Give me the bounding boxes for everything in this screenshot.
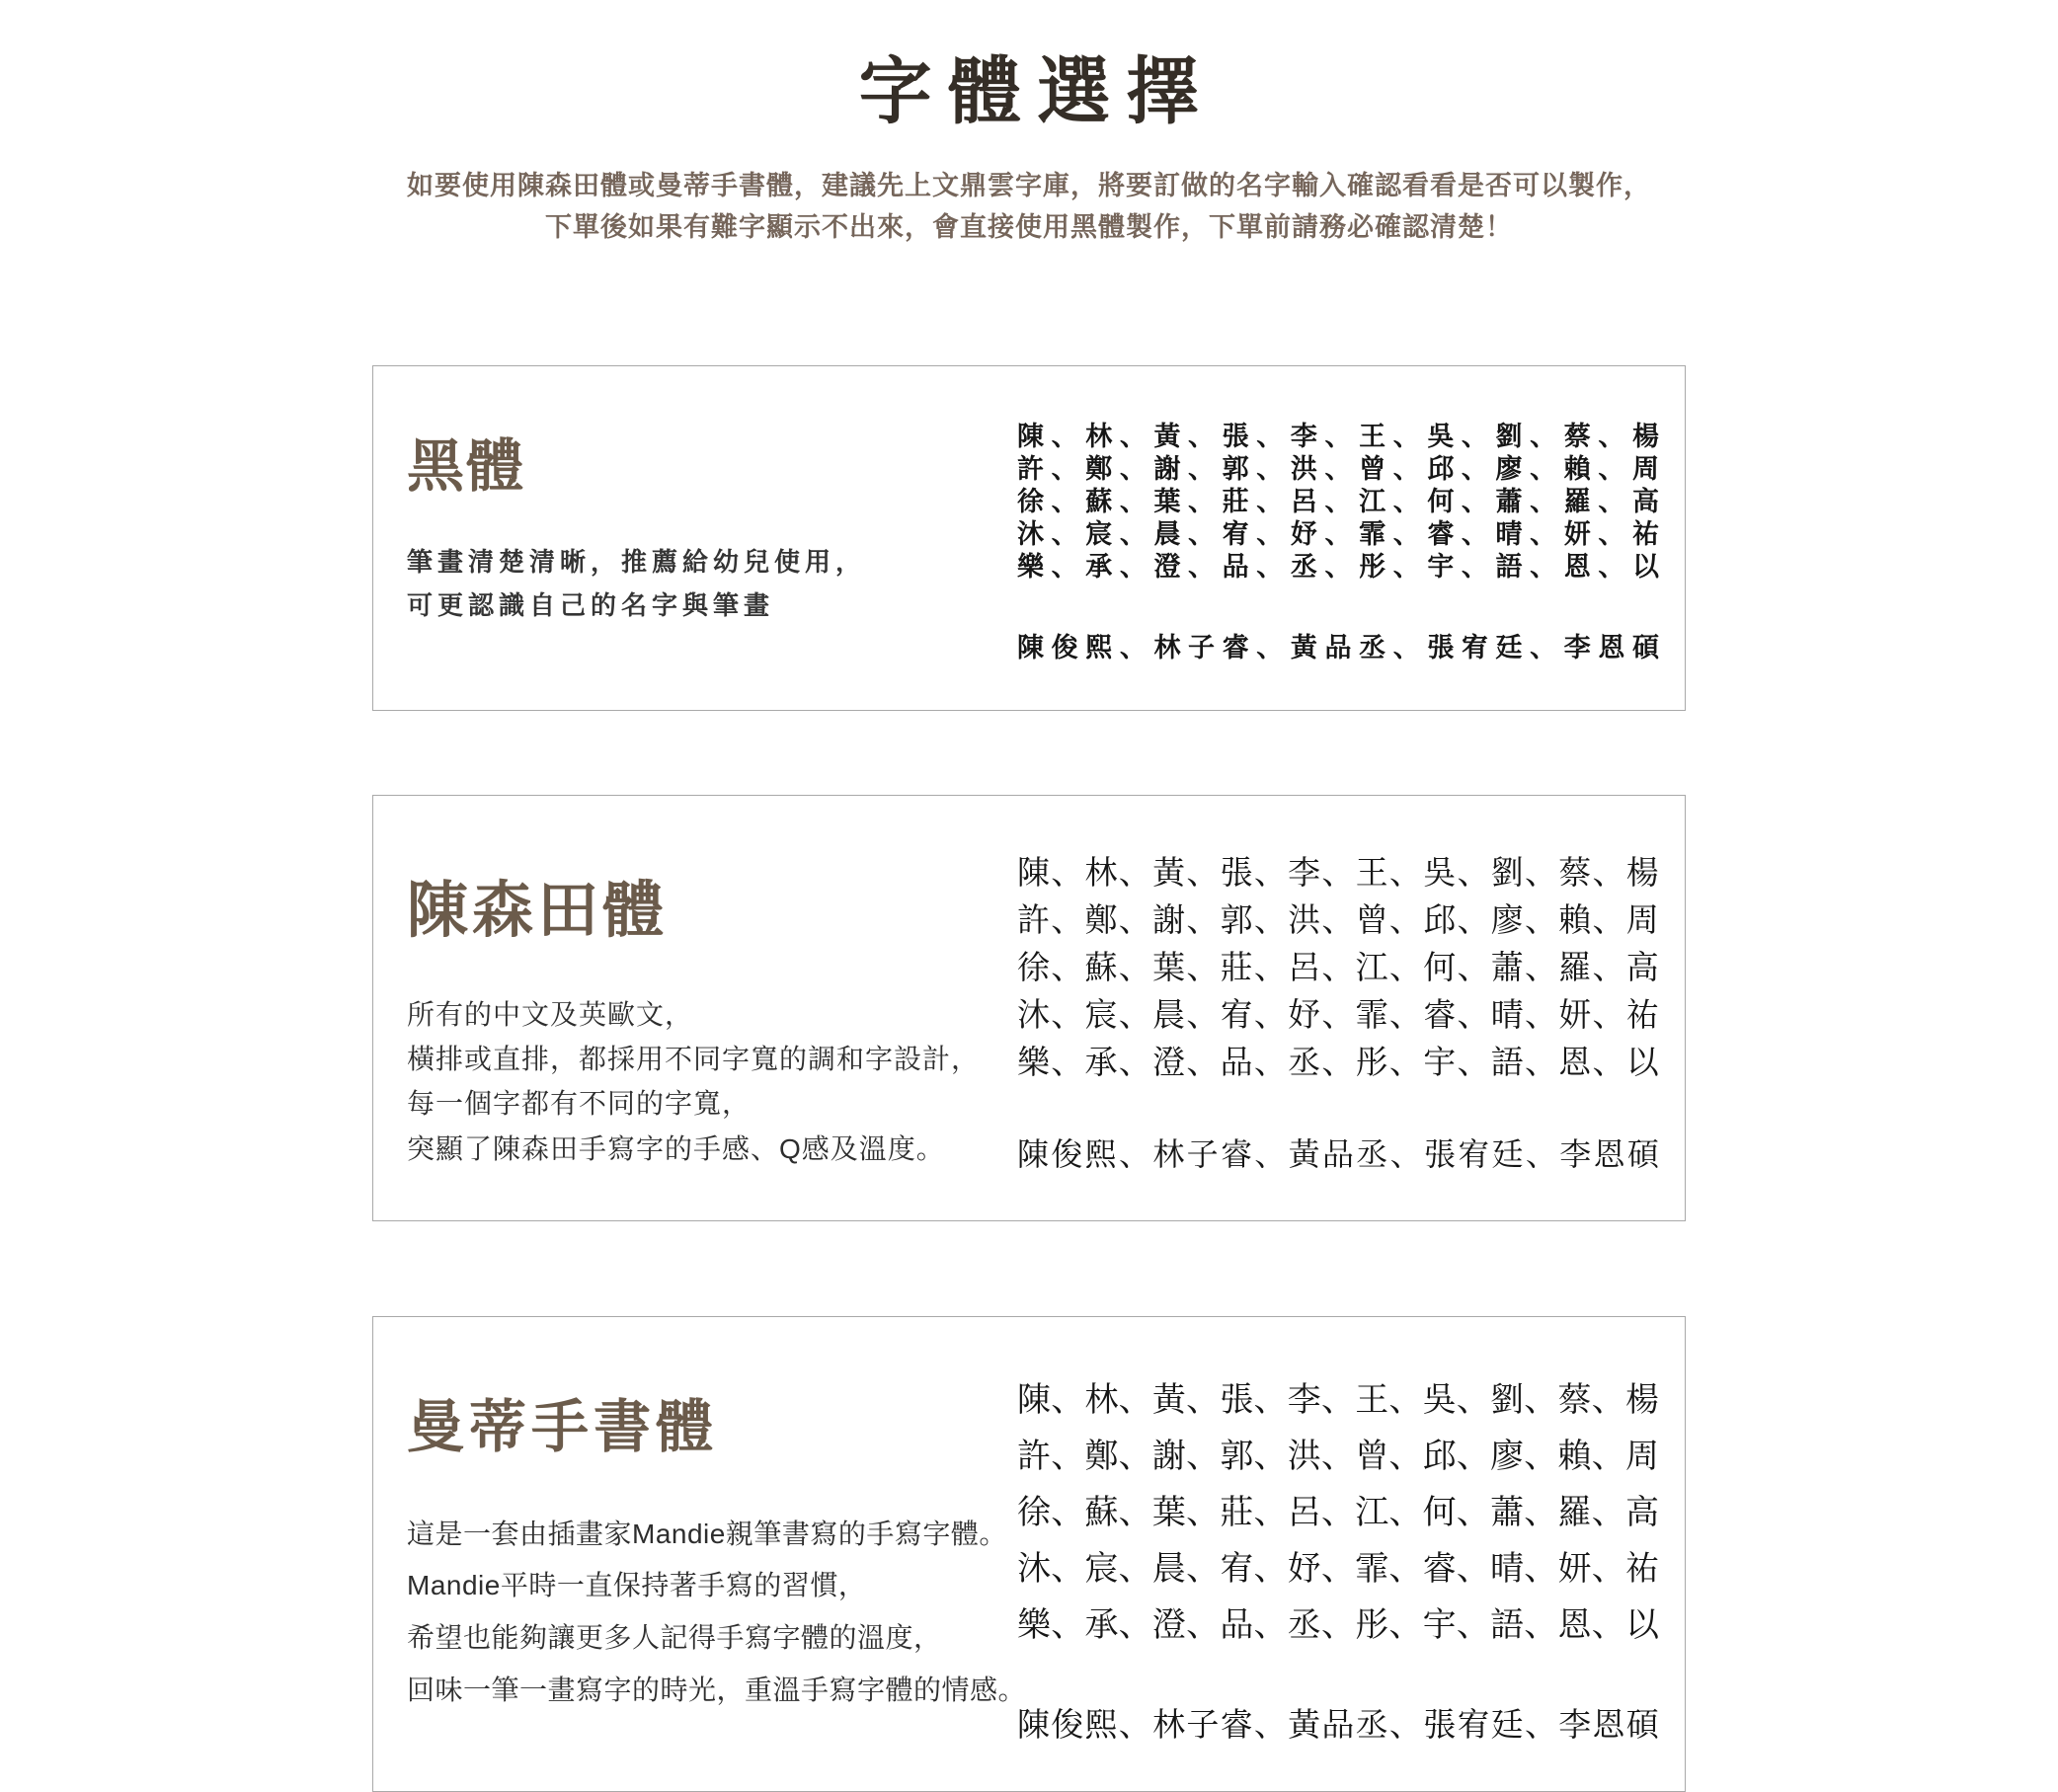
sample-names-line: 陳 俊 熙 、 林 子 睿 、 黃 品 丞 、 張 宥 廷 、 李 恩 碩 <box>1017 632 1659 662</box>
sample-row: 樂 、 承 、 澄 、 品 、 丞 、 彤 、 宇 、 語 、 恩 、 以 <box>1017 551 1659 582</box>
sample-row: 許 、 鄭 、 謝 、 郭 、 洪 、 曾 、 邱 、 廖 、 賴 、 周 <box>1017 453 1659 484</box>
sample-row: 樂 、 承 、 澄 、 品 、 丞 、 彤 、 宇 、 語 、 恩 、 以 <box>1017 1044 1659 1081</box>
font-card-heiti <box>372 365 1686 711</box>
sample-row: 許 、 鄭 、 謝 、 郭 、 洪 、 曾 、 邱 、 廖 、 賴 、 周 <box>1017 1437 1659 1475</box>
font-description-line: 筆畫清楚清晰，推薦給幼兒使用， <box>407 546 867 577</box>
sample-row: 徐 、 蘇 、 葉 、 莊 、 呂 、 江 、 何 、 蕭 、 羅 、 高 <box>1017 949 1659 986</box>
font-card-heiti-info <box>407 416 1017 628</box>
sample-row: 樂 、 承 、 澄 、 品 、 丞 、 彤 、 宇 、 語 、 恩 、 以 <box>1017 1605 1659 1644</box>
font-description-line: 回味一筆一畫寫字的時光，重溫手寫字體的情感。 <box>407 1674 1027 1705</box>
font-description-line: 橫排或直排，都採用不同字寬的調和字設計， <box>407 1044 981 1075</box>
sample-characters-grid <box>1017 418 1659 581</box>
font-description-line: 希望也能夠讓更多人記得手寫字體的溫度， <box>407 1621 942 1653</box>
font-card-chensentian-samples <box>1017 845 1659 1175</box>
sample-row: 徐 、 蘇 、 葉 、 莊 、 呂 、 江 、 何 、 蕭 、 羅 、 高 <box>1017 486 1659 516</box>
font-description-line: 突顯了陳森田手寫字的手感、Q感及溫度。 <box>407 1132 945 1164</box>
page-subtitle <box>0 166 2058 249</box>
font-description-line: Mandie平時一直保持著手寫的習慣， <box>407 1570 867 1601</box>
sample-names-line: 陳 俊 熙 、 林 子 睿 、 黃 品 丞 、 張 宥 廷 、 李 恩 碩 <box>1017 1705 1659 1743</box>
sample-row: 許 、 鄭 、 謝 、 郭 、 洪 、 曾 、 邱 、 廖 、 賴 、 周 <box>1017 901 1659 939</box>
font-description <box>407 1509 1027 1717</box>
font-name-heading: 陳森田體 <box>407 876 669 945</box>
sample-characters-grid <box>1017 1368 1659 1650</box>
sample-row: 陳 、 林 、 黃 、 張 、 李 、 王 、 吳 、 劉 、 蔡 、 楊 <box>1017 854 1659 892</box>
font-description-line: 這是一套由插畫家Mandie親筆書寫的手寫字體。 <box>407 1518 1007 1549</box>
sample-names-line: 陳 俊 熙 、 林 子 睿 、 黃 品 丞 、 張 宥 廷 、 李 恩 碩 <box>1017 1135 1659 1172</box>
sample-row: 沐 、 宸 、 晨 、 宥 、 妤 、 霏 、 睿 、 晴 、 妍 、 祐 <box>1017 518 1659 549</box>
font-card-mandie-samples <box>1017 1366 1659 1746</box>
page-subtitle-line-2: 下單後如果有難字顯示不出來，會直接使用黑體製作，下單前請務必確認清楚！ <box>545 211 1513 242</box>
sample-characters-grid <box>1017 847 1659 1084</box>
font-name-heading: 曼蒂手書體 <box>407 1394 719 1459</box>
sample-row: 徐 、 蘇 、 葉 、 莊 、 呂 、 江 、 何 、 蕭 、 羅 、 高 <box>1017 1493 1659 1531</box>
page-header <box>0 34 2058 249</box>
page-subtitle-line-1: 如要使用陳森田體或曼蒂手書體，建議先上文鼎雲字庫，將要訂做的名字輸入確認看看是否可以製作， <box>407 171 1651 200</box>
sample-row: 沐 、 宸 、 晨 、 宥 、 妤 、 霏 、 睿 、 晴 、 妍 、 祐 <box>1017 996 1659 1034</box>
font-card-mandie-info <box>407 1366 1027 1717</box>
font-description-line: 每一個字都有不同的字寬， <box>407 1088 752 1120</box>
font-description-line: 所有的中文及英歐文， <box>407 998 694 1030</box>
font-card-chensentian <box>372 795 1686 1221</box>
sample-row: 陳 、 林 、 黃 、 張 、 李 、 王 、 吳 、 劉 、 蔡 、 楊 <box>1017 1380 1659 1419</box>
font-description <box>407 992 1017 1171</box>
sample-row: 陳 、 林 、 黃 、 張 、 李 、 王 、 吳 、 劉 、 蔡 、 楊 <box>1017 421 1659 451</box>
font-name-heading: 黑體 <box>407 433 526 499</box>
font-card-mandie <box>372 1316 1686 1792</box>
font-card-heiti-samples <box>1017 416 1659 664</box>
font-card-list <box>372 365 1686 1792</box>
page-title: 字體選擇 <box>858 50 1216 132</box>
font-description-line: 可更認識自己的名字與筆畫 <box>407 590 775 621</box>
font-description <box>407 540 1017 628</box>
font-card-chensentian-info <box>407 845 1017 1171</box>
sample-row: 沐 、 宸 、 晨 、 宥 、 妤 、 霏 、 睿 、 晴 、 妍 、 祐 <box>1017 1549 1659 1588</box>
